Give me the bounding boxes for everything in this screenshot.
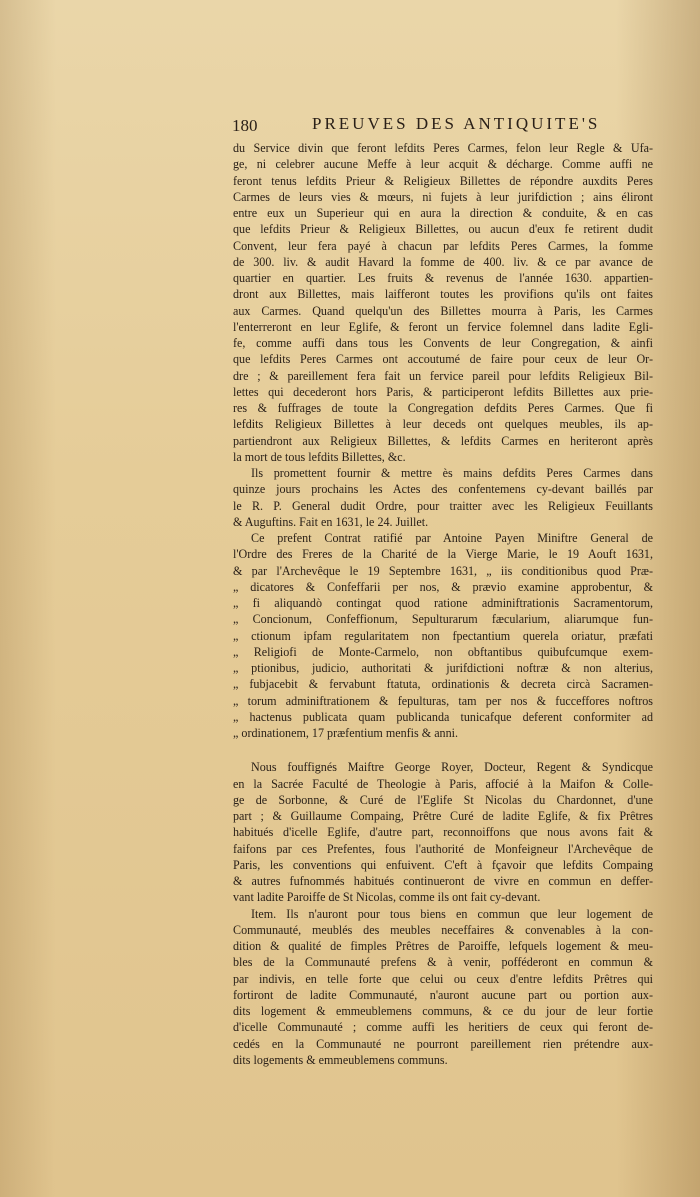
text-line: quinze jours prochains les Actes des confentemens cy-devant baillés par bbox=[233, 482, 653, 497]
text-line: Communauté, meublés des meubles neceffaires & convenables à la con- bbox=[233, 922, 653, 937]
text-line: part ; & Guillaume Compaing, Prêtre Curé de ladite Eglife, & fix Prêtres bbox=[233, 809, 653, 823]
text-line: fe, comme auffi dans tous les Convents de leur Congregation, & ainfi bbox=[233, 336, 653, 350]
text-line: Item. Ils n'auront pour tous biens en commun que leur logement de bbox=[251, 906, 653, 921]
text-line: „ ctionum ipfam regularitatem non fpectantium querela oriatur, præfati bbox=[233, 628, 653, 643]
text-line: dront aux Billettes, mais laifferont toutes les provifions qu'ils ont faites bbox=[233, 287, 653, 302]
text-line: & Auguftins. Fait en 1631, le 24. Juillet. bbox=[233, 514, 429, 529]
text-line: faifons par ces Prefentes, fous l'authorité de Monfeigneur l'Archevêque de bbox=[233, 841, 653, 856]
text-line: Nous fouffignés Maiftre George Royer, Docteur, Regent & Syndicque bbox=[251, 760, 653, 775]
text-line: Convent, leur fera payé à chacun par lefdits Peres Carmes, la fomme bbox=[233, 238, 653, 253]
text-line: „ Concionum, Confeffionum, Sepulturarum fæcularium, aliarumque fun- bbox=[233, 612, 653, 627]
text-line: ge de Sorbonne, & Curé de l'Eglife St Nicolas du Chardonnet, d'une bbox=[233, 792, 653, 807]
text-line: aux Carmes. Quand quelqu'un des Billettes mourra à Paris, les Carmes bbox=[233, 303, 653, 318]
text-line: & autres fufnommés habitués continueront de vivre en commun en deffer- bbox=[233, 874, 653, 888]
text-line: habitués d'icelle Eglife, d'autre part, reconnoiffons que nous avons fait & bbox=[233, 825, 653, 840]
text-line: „ ptionibus, judicio, authoritati & jurifdictioni noftræ & non alterius, bbox=[233, 661, 653, 675]
text-line: ge, ni celebrer aucune Meffe à leur acquit & décharge. Comme auffi ne bbox=[233, 157, 653, 172]
text-line: l'enterreront en leur Eglife, & feront un fervice folemnel dans ladite Egli- bbox=[233, 319, 653, 334]
paragraph-gap bbox=[233, 741, 653, 759]
text-line: res & fuffrages de toute la Congregation defdits Peres Carmes. Que fi bbox=[233, 401, 653, 415]
text-line: dition & qualité de fimples Prêtres de Paroiffe, lefquels logement & meu- bbox=[233, 939, 653, 953]
text-line: feront tenus lefdits Prieur & Religieux Billettes de répondre auxdits Peres bbox=[233, 173, 653, 188]
text-line: lettes qui decederont hors Paris, & participeront lefdits Billettes aux prie- bbox=[233, 384, 653, 399]
text-line: & par l'Archevêque le 19 Septembre 1631, „ iis conditionibus quod Præ- bbox=[233, 563, 653, 578]
text-line: lefdits Religieux Billettes à leur deceds ont quelques meubles, ils ap- bbox=[233, 417, 653, 432]
text-line: que lefdits Peres Carmes ont accoutumé de faire pour ceux de leur Or- bbox=[233, 352, 653, 367]
text-line: Ce prefent Contrat ratifié par Antoine Payen Miniftre General de bbox=[251, 531, 653, 545]
text-line: dits logement & emmeublemens communs, & ce du jour de leur fortie bbox=[233, 1004, 653, 1018]
text-line: „ fubjacebit & fervabunt ftatuta, ordinationis & decreta circà Sacramen- bbox=[233, 677, 653, 692]
text-line: entre eux un Superieur qui en aura la direction & conduite, & en cas bbox=[233, 206, 653, 220]
text-line: „ fi aliquandò contingat quod ratione adminiftrationis Sacramentorum, bbox=[233, 596, 653, 610]
text-line: „ Religiofi de Monte-Carmelo, non obftantibus quibufcumque exem- bbox=[233, 644, 653, 659]
body-text bbox=[233, 140, 653, 1068]
text-line: dits logements & emmeublemens communs. bbox=[233, 1052, 448, 1067]
paragraph-p2 bbox=[233, 465, 653, 530]
paragraph-p1 bbox=[233, 140, 653, 465]
text-line: cedés en la Communauté ne pourront pareillement rien prétendre aux- bbox=[233, 1036, 653, 1051]
running-title: PREUVES DES ANTIQUITE'S bbox=[312, 114, 601, 133]
text-line: quartier en quartier. Les fruits & revenus de l'année 1630. appartien- bbox=[233, 271, 653, 285]
text-line: que lefdits Prieur & Religieux Billettes, ou aucun d'eux fe retirent dudit bbox=[233, 222, 653, 237]
text-line: „ dicatores & Confeffarii per nos, & prævio examine approbentur, & bbox=[233, 579, 653, 594]
paragraph-p4 bbox=[233, 759, 653, 905]
paragraph-p3 bbox=[233, 530, 653, 741]
text-line: d'icelle Communauté ; comme auffi les heritiers de ceux qui feront de- bbox=[233, 1020, 653, 1035]
text-line: partiendront aux Religieux Billettes, & lefdits Carmes en heriteront après bbox=[233, 433, 653, 448]
text-line: vant ladite Paroiffe de St Nicolas, comme ils ont fait cy-devant. bbox=[233, 890, 541, 905]
text-line: du Service divin que feront lefdits Peres Carmes, felon leur Regle & Ufa- bbox=[233, 141, 653, 155]
text-line: Carmes de leurs vies & mœurs, ni fujets à leur jurifdiction ; ains éliront bbox=[233, 189, 653, 204]
text-line: Paris, les conventions qui enfuivent. C'eft à fçavoir que lefdits Compaing bbox=[233, 857, 653, 872]
text-line: Ils promettent fournir & mettre ès mains defdits Peres Carmes dans bbox=[251, 466, 653, 480]
page-number: 180 bbox=[232, 116, 258, 135]
text-line: en la Sacrée Faculté de Theologie à Paris, affocié à la Maifon & Colle- bbox=[233, 776, 653, 791]
text-line: bles de la Communauté prefens & à venir, pofféderont en commun & bbox=[233, 955, 653, 970]
text-line: de 300. liv. & audit Havard la fomme de 400. liv. & ce par avance de bbox=[233, 254, 653, 269]
text-line: l'Ordre des Freres de la Charité de la Vierge Marie, le 19 Aouft 1631, bbox=[233, 547, 653, 562]
text-line: dre ; & pareillement fera fait un fervice pareil pour lefdits Religieux Bil- bbox=[233, 368, 653, 383]
page-header bbox=[232, 116, 652, 140]
text-line: le R. P. General dudit Ordre, pour traitter avec les Religieux Feuillants bbox=[233, 498, 653, 513]
text-line: „ ordinationem, 17 præfentium menfis & anni. bbox=[233, 726, 459, 740]
text-line: fortiront de ladite Communauté, n'auront aucune part ou portion aux- bbox=[233, 987, 653, 1002]
text-line: „ hactenus publicata quam publicanda tunicafque deferent conformiter ad bbox=[233, 709, 653, 724]
text-line: „ torum adminiftrationem & fepulturas, tam per nos & fucceffores noftros bbox=[233, 693, 653, 708]
paragraph-p5 bbox=[233, 906, 653, 1069]
text-line: la mort de tous lefdits Billettes, &c. bbox=[233, 449, 406, 464]
text-line: par indivis, en telle forte que celui ou ceux d'entre lefdits Prêtres qui bbox=[233, 971, 653, 986]
